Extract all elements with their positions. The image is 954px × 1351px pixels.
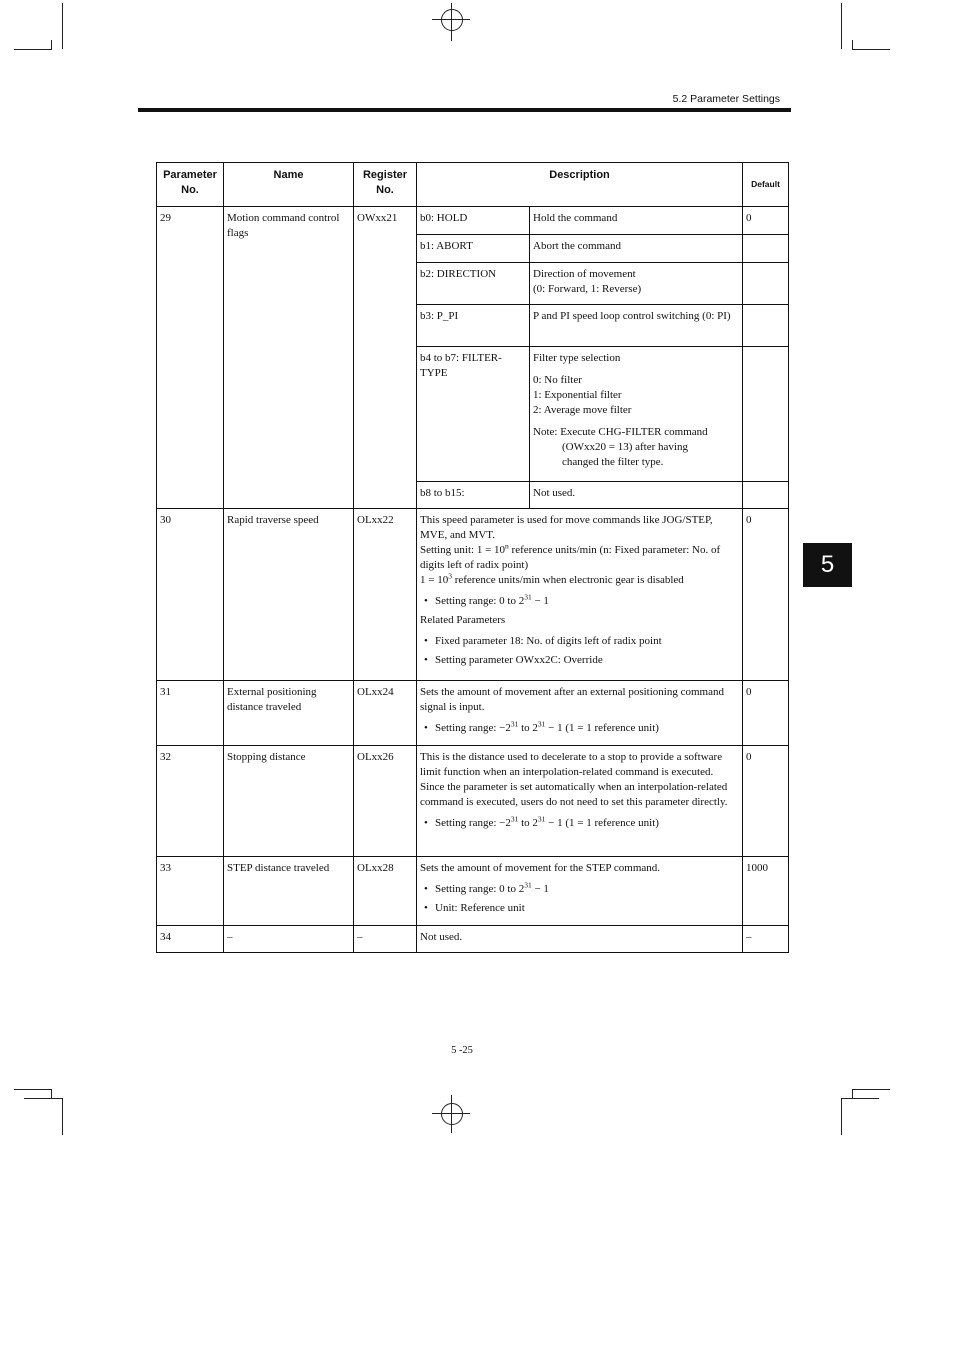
desc-text: reference units/min (n: Fixed parameter: No. of digits left of radix point) [420, 544, 721, 571]
default-value: 1000 [743, 857, 789, 926]
param-name: External positioning distance traveled [224, 681, 354, 746]
default-value: – [743, 926, 789, 953]
desc-text: Setting range: −2 [435, 722, 511, 734]
bit-description: Hold the command [530, 207, 743, 235]
table-row [157, 681, 789, 746]
parameter-table [156, 162, 789, 953]
desc-text: 1 = 10 [420, 574, 449, 586]
param-description [417, 681, 743, 746]
register-no: OLxx24 [354, 681, 417, 746]
desc-text: Setting unit: 1 = 10 [420, 544, 506, 556]
desc-line: (0: Forward, 1: Reverse) [533, 283, 642, 295]
register-no: – [354, 926, 417, 953]
desc-sup: 3 [448, 571, 452, 581]
desc-sup: 31 [524, 592, 532, 602]
default-value [743, 235, 789, 263]
bit-label: b0: HOLD [417, 207, 530, 235]
desc-sup: 31 [524, 880, 532, 890]
param-description: Not used. [417, 926, 743, 953]
desc-text: Setting range: 0 to 2 [435, 595, 525, 607]
bullet-item: • Fixed parameter 18: No. of digits left of radix point [420, 634, 739, 649]
default-value: 0 [743, 746, 789, 857]
bullet-list [420, 634, 739, 668]
param-no: 31 [157, 681, 224, 746]
desc-text: to 2 [518, 817, 538, 829]
default-value [743, 305, 789, 347]
chapter-tab: 5 [803, 543, 852, 587]
note-line: (OWxx20 = 13) after having [562, 441, 688, 453]
param-name: Stopping distance [224, 746, 354, 857]
bullet-item [420, 882, 739, 897]
desc-line: Sets the amount of movement for the STEP command. [420, 862, 661, 874]
header-register-no: Register No. [354, 163, 417, 207]
desc-text: reference units/min when electronic gear is disabled [451, 574, 684, 586]
table-row [157, 926, 789, 953]
bullet-item: • Unit: Reference unit [420, 901, 739, 916]
register-no: OLxx26 [354, 746, 417, 857]
param-no: 34 [157, 926, 224, 953]
desc-line: Sets the amount of movement after an external positioning command signal is input. [420, 686, 724, 713]
param-name: – [224, 926, 354, 953]
param-no: 32 [157, 746, 224, 857]
note-line: Note: Execute CHG-FILTER command [533, 426, 708, 438]
bullet-list [420, 594, 739, 609]
desc-text: to 2 [518, 722, 538, 734]
desc-sup: n [505, 541, 509, 551]
register-no: OLxx22 [354, 509, 417, 681]
table-row [157, 509, 789, 681]
bit-description: Abort the command [530, 235, 743, 263]
param-name: Motion command control flags [224, 207, 354, 509]
header-rule [138, 108, 791, 112]
filter-option: 0: No filter [533, 374, 582, 386]
default-value: 0 [743, 681, 789, 746]
filter-option: 2: Average move filter [533, 404, 632, 416]
bullet-list [420, 721, 739, 736]
desc-sup: 31 [510, 814, 519, 824]
default-value: 0 [743, 509, 789, 681]
table-header-row [157, 163, 789, 207]
desc-line: This speed parameter is used for move commands like JOG/STEP, MVE, and MVT. [420, 514, 713, 541]
bit-description [530, 263, 743, 305]
note-line: changed the filter type. [562, 456, 664, 468]
bit-description [530, 347, 743, 482]
desc-text: − 1 (1 = 1 reference unit) [545, 817, 659, 829]
table-row [157, 207, 789, 235]
bullet-item: • Setting parameter OWxx2C: Override [420, 653, 739, 668]
desc-line: Related Parameters [420, 614, 506, 626]
header-name: Name [224, 163, 354, 207]
desc-text: − 1 [531, 595, 549, 607]
param-name: Rapid traverse speed [224, 509, 354, 681]
section-header: 5.2 Parameter Settings [672, 93, 780, 105]
desc-sup: 31 [510, 719, 519, 729]
bit-label: b3: P_PI [417, 305, 530, 347]
page-number: 5 -25 [451, 1045, 473, 1056]
register-no: OWxx21 [354, 207, 417, 509]
desc-line: Direction of movement [533, 268, 636, 280]
bit-label: b2: DIRECTION [417, 263, 530, 305]
desc-text: Setting range: −2 [435, 817, 511, 829]
param-no: 29 [157, 207, 224, 509]
desc-text: Setting range: 0 to 2 [435, 883, 525, 895]
desc-text: − 1 [531, 883, 549, 895]
filter-option: 1: Exponential filter [533, 389, 622, 401]
default-value [743, 347, 789, 482]
desc-text: − 1 (1 = 1 reference unit) [545, 722, 659, 734]
desc-sup: 31 [537, 814, 546, 824]
param-name: STEP distance traveled [224, 857, 354, 926]
bit-description: Not used. [530, 482, 743, 509]
param-no: 30 [157, 509, 224, 681]
desc-sup: 31 [537, 719, 546, 729]
param-description [417, 746, 743, 857]
table-row [157, 746, 789, 857]
header-param-no: Parameter No. [157, 163, 224, 207]
desc-line: This is the distance used to decelerate to a stop to provide a software limit function when an interpolation-related command is executed. Since the parameter is set automatically when an interpolation-related command is executed, users do not need to set this parameter directly. [420, 751, 728, 808]
bit-label: b8 to b15: [417, 482, 530, 509]
bit-description: P and PI speed loop control switching (0: PI) [530, 305, 743, 347]
desc-line: Filter type selection [533, 352, 621, 364]
bullet-item [420, 721, 739, 736]
param-description [417, 509, 743, 681]
desc-line [420, 543, 739, 573]
table-row [157, 857, 789, 926]
register-no: OLxx28 [354, 857, 417, 926]
bullet-list [420, 882, 739, 916]
bullet-item [420, 816, 739, 831]
default-value [743, 263, 789, 305]
param-description [417, 857, 743, 926]
desc-line [420, 573, 739, 588]
bit-label: b1: ABORT [417, 235, 530, 263]
param-no: 33 [157, 857, 224, 926]
bullet-list [420, 816, 739, 831]
default-value [743, 482, 789, 509]
default-value: 0 [743, 207, 789, 235]
bullet-item [420, 594, 739, 609]
header-default: Default [743, 163, 789, 207]
bit-label: b4 to b7: FILTER-TYPE [417, 347, 530, 482]
header-description: Description [417, 163, 743, 207]
